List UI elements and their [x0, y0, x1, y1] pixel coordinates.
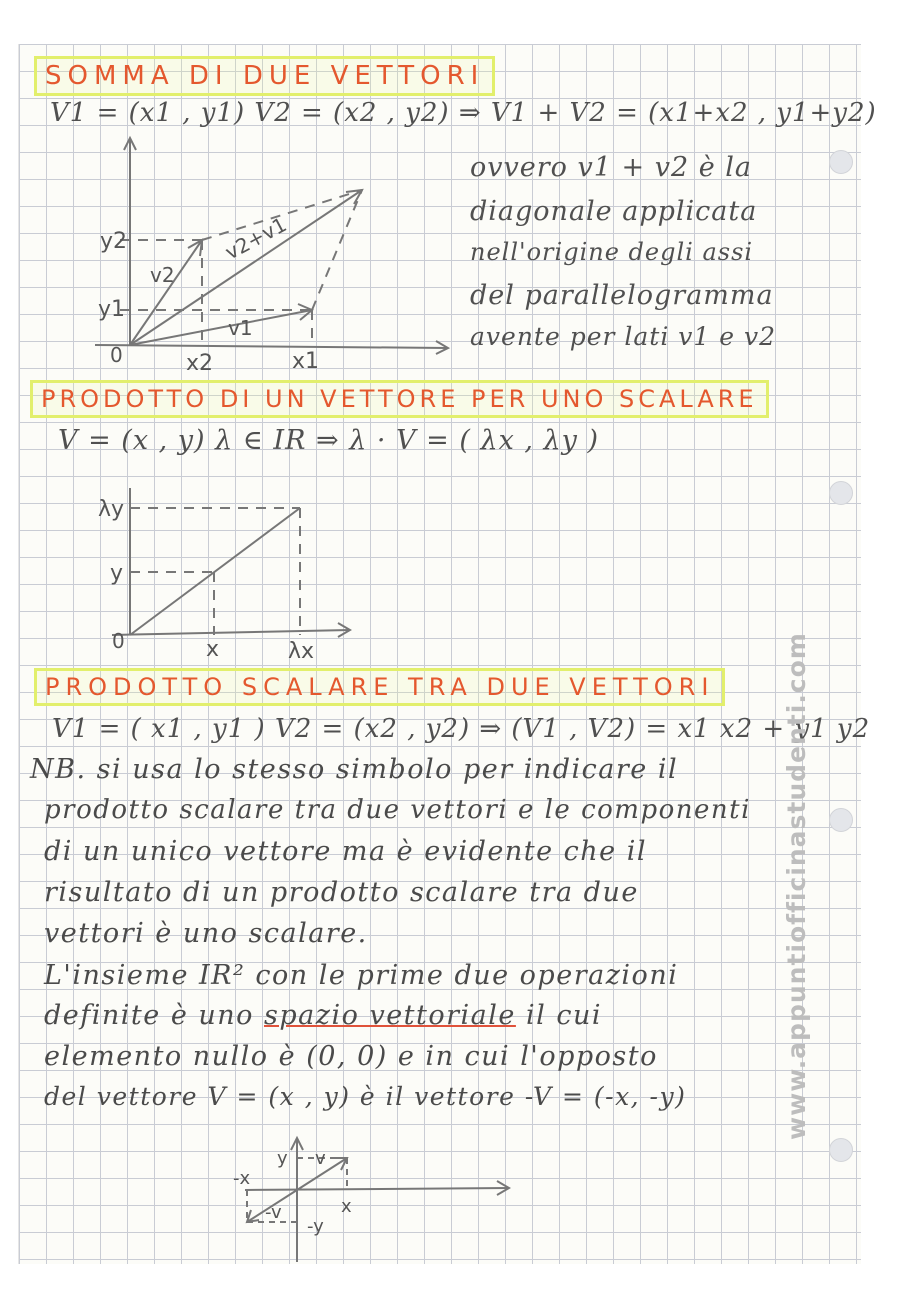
binder-hole — [829, 481, 853, 505]
explanation-line: del parallelogramma — [470, 280, 774, 311]
label-y: y — [110, 561, 124, 586]
note-line: di un unico vettore ma è evidente che il — [44, 836, 648, 867]
sum-graph — [80, 130, 470, 380]
section-title-dot: PRODOTTO SCALARE TRA DUE VETTORI — [34, 668, 725, 706]
binder-hole — [829, 1138, 853, 1162]
label-origin: 0 — [112, 629, 125, 653]
label-y: y — [277, 1148, 288, 1169]
note-line: risultato di un prodotto scalare tra due — [44, 877, 639, 908]
section-title-scalar: PRODOTTO DI UN VETTORE PER UNO SCALARE — [30, 380, 769, 418]
binder-hole — [829, 808, 853, 832]
explanation-line: avente per lati v1 e v2 — [470, 322, 777, 351]
note-line: definite è uno spazio vettoriale il cui — [44, 1000, 602, 1031]
label-mx: -x — [233, 1168, 251, 1189]
label-x2: x2 — [186, 351, 214, 376]
explanation-line: ovvero v1 + v2 è la — [470, 152, 753, 183]
x-axis — [245, 1188, 509, 1190]
note-line: elemento nullo è (0, 0) e in cui l'opposto — [44, 1041, 658, 1072]
x-axis — [95, 345, 448, 348]
note-line: L'insieme IR² con le prime due operazioni — [44, 960, 679, 991]
dash-parallel-right — [312, 190, 362, 310]
dot-formula: V1 = ( x1 , y1 ) V2 = (x2 , y2) ⇒ (V1 , V2) = x1 x2 + y1 y2 — [52, 714, 871, 744]
label-x: x — [206, 637, 220, 660]
opposite-vector-graph — [225, 1128, 515, 1268]
binder-hole — [829, 150, 853, 174]
label-x1: x1 — [292, 349, 320, 374]
note-line: prodotto scalare tra due vettori e le componenti — [44, 795, 751, 825]
label-v2: v2 — [150, 263, 175, 287]
label-y1: y1 — [98, 297, 126, 322]
section-title-sum: SOMMA DI DUE VETTORI — [34, 56, 495, 96]
explanation-line: nell'origine degli assi — [470, 238, 754, 266]
underlined-term: spazio vettoriale — [264, 1000, 516, 1031]
scalar-formula: V = (x , y) λ ∈ IR ⇒ λ · V = ( λx , λy ) — [58, 425, 600, 456]
sum-formula: V1 = (x1 , y1) V2 = (x2 , y2) ⇒ V1 + V2 = (x1+x2 , y1+y2) — [50, 98, 877, 128]
label-v: v — [315, 1148, 326, 1169]
label-y2: y2 — [100, 229, 128, 254]
x-axis — [112, 630, 350, 635]
label-mv: -v — [265, 1202, 282, 1223]
note-line: del vettore V = (x , y) è il vettore -V = (-x, -y) — [44, 1082, 687, 1111]
label-my: -y — [307, 1216, 324, 1237]
label-origin: 0 — [110, 343, 123, 367]
note-line: vettori è uno scalare. — [44, 918, 368, 949]
site-watermark: www.appuntiofficinastudenti.com — [782, 632, 811, 1140]
label-ly: λy — [98, 497, 125, 522]
scalar-graph — [92, 480, 372, 660]
note-line: NB. si usa lo stesso simbolo per indicare il — [30, 754, 679, 785]
label-lx: λx — [288, 639, 315, 660]
label-v1: v1 — [228, 316, 253, 340]
label-x: x — [341, 1196, 352, 1217]
explanation-line: diagonale applicata — [470, 196, 758, 227]
vector-v2 — [130, 240, 202, 345]
label-sum: v2+v1 — [221, 212, 291, 265]
